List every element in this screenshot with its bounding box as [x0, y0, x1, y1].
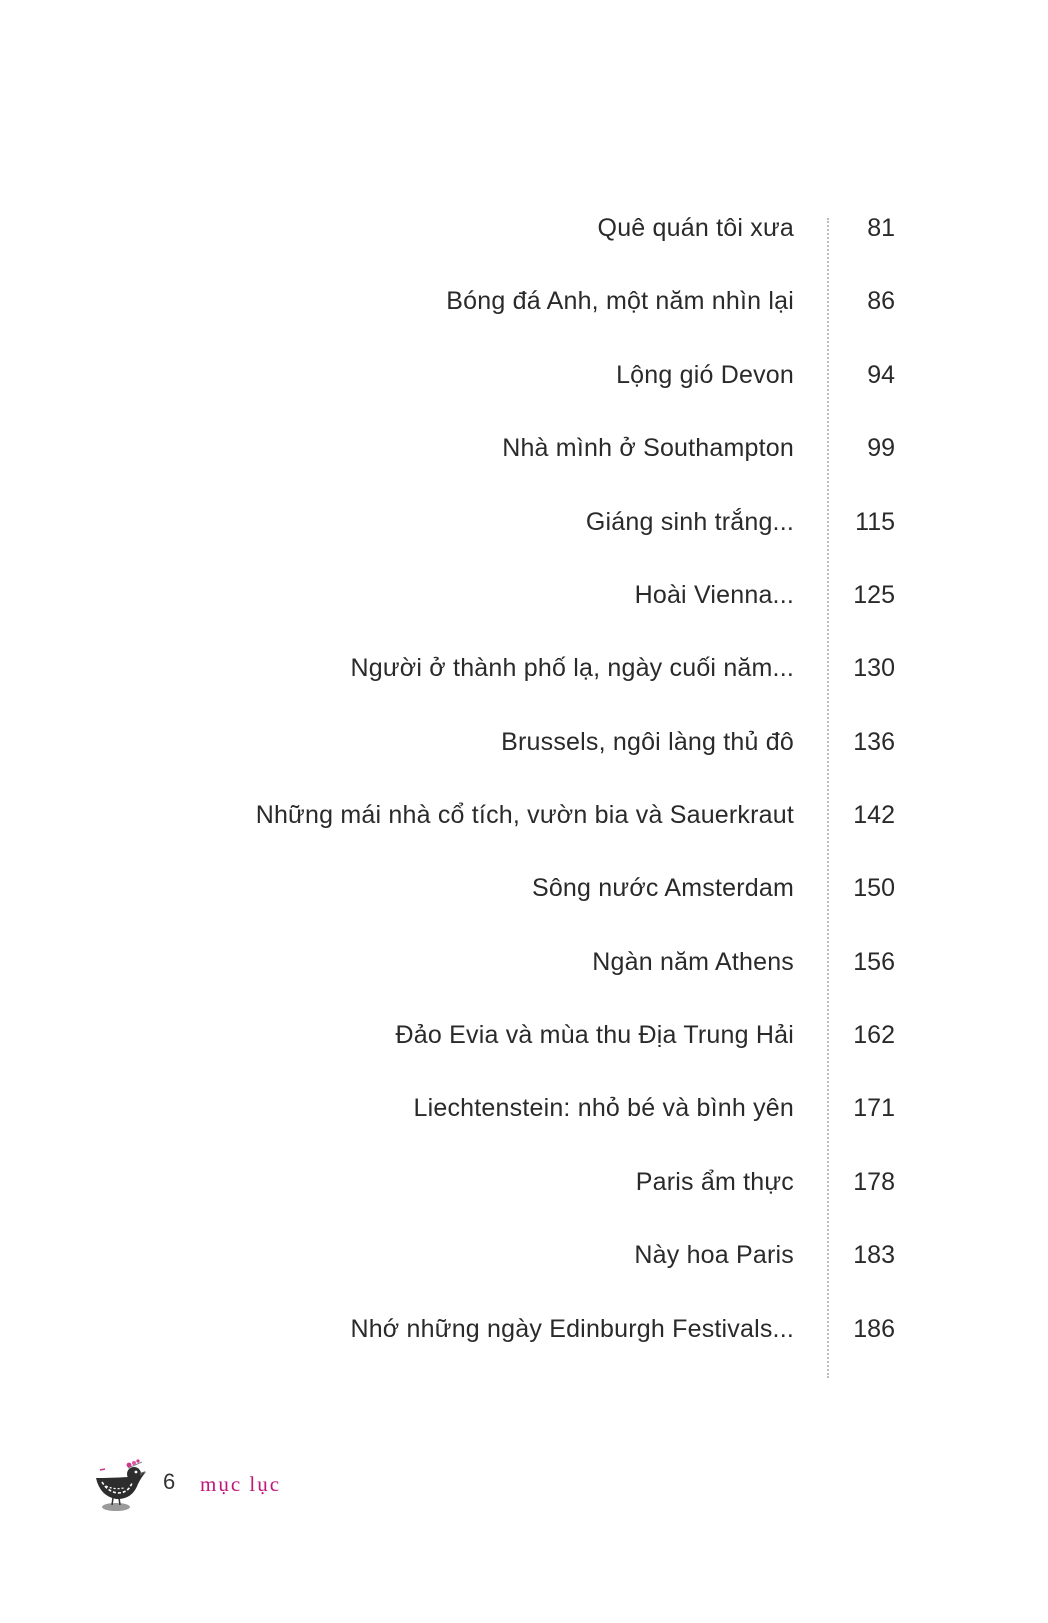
- toc-entry-page: 86: [867, 287, 895, 315]
- toc-entry-page: 81: [867, 214, 895, 242]
- toc-entry-page: 94: [867, 361, 895, 389]
- toc-entry-page: 150: [853, 874, 895, 902]
- toc-entry-title: Lộng gió Devon: [616, 361, 794, 389]
- toc-entry-title: Brussels, ngôi làng thủ đô: [501, 728, 794, 756]
- toc-entry-title: Đảo Evia và mùa thu Địa Trung Hải: [395, 1021, 794, 1049]
- section-title: mục lục: [200, 1472, 282, 1496]
- toc-entry: [0, 1162, 1048, 1202]
- toc-entry-page: 171: [853, 1094, 895, 1122]
- toc-entry-page: 183: [853, 1241, 895, 1269]
- page-number: 6: [163, 1469, 176, 1494]
- toc-entry-page: 186: [853, 1315, 895, 1343]
- toc-entry: [0, 795, 1048, 835]
- toc-entry-title: Những mái nhà cổ tích, vườn bia và Sauerkraut: [255, 801, 794, 829]
- toc-entry: [0, 208, 1048, 248]
- toc-entry: [0, 281, 1048, 321]
- toc-entry-title: Nhà mình ở Southampton: [502, 434, 794, 462]
- toc-entry: [0, 1088, 1048, 1128]
- toc-entry-title: Người ở thành phố lạ, ngày cuối năm...: [350, 654, 794, 682]
- toc-entry-page: 136: [853, 728, 895, 756]
- toc-entry-title: Liechtenstein: nhỏ bé và bình yên: [413, 1094, 794, 1122]
- toc-entry-title: Này hoa Paris: [634, 1241, 794, 1269]
- bird-logo-icon: [88, 1458, 152, 1514]
- toc-entry: [0, 722, 1048, 762]
- toc-entry-page: 99: [867, 434, 895, 462]
- toc-entry-page: 115: [855, 508, 895, 536]
- toc-entry: [0, 648, 1048, 688]
- toc-entry-title: Nhớ những ngày Edinburgh Festivals...: [350, 1315, 794, 1343]
- toc-entry-page: 178: [853, 1168, 895, 1196]
- toc-entry: [0, 355, 1048, 395]
- toc-entry-title: Giáng sinh trắng...: [585, 508, 794, 536]
- toc-entry-title: Paris ẩm thực: [635, 1168, 794, 1196]
- toc-entry: [0, 1309, 1048, 1349]
- toc-entry-title: Hoài Vienna...: [634, 581, 794, 609]
- toc-entry-title: Bóng đá Anh, một năm nhìn lại: [446, 287, 794, 315]
- toc-entry-page: 125: [853, 581, 895, 609]
- toc-entry-title: Ngàn năm Athens: [592, 948, 794, 976]
- toc-entry: [0, 1015, 1048, 1055]
- toc-entry: [0, 428, 1048, 468]
- toc-entry: [0, 942, 1048, 982]
- toc-entry-page: 142: [853, 801, 895, 829]
- toc-entry: [0, 868, 1048, 908]
- toc-entry: [0, 575, 1048, 615]
- toc-entry: [0, 1235, 1048, 1275]
- toc-entry-title: Sông nước Amsterdam: [531, 874, 794, 902]
- toc-entry-page: 156: [853, 948, 895, 976]
- toc-entry-page: 162: [853, 1021, 895, 1049]
- page-footer: [88, 1458, 488, 1514]
- toc-entry: [0, 502, 1048, 542]
- toc-entry-page: 130: [853, 654, 895, 682]
- toc-entry-title: Quê quán tôi xưa: [597, 214, 794, 242]
